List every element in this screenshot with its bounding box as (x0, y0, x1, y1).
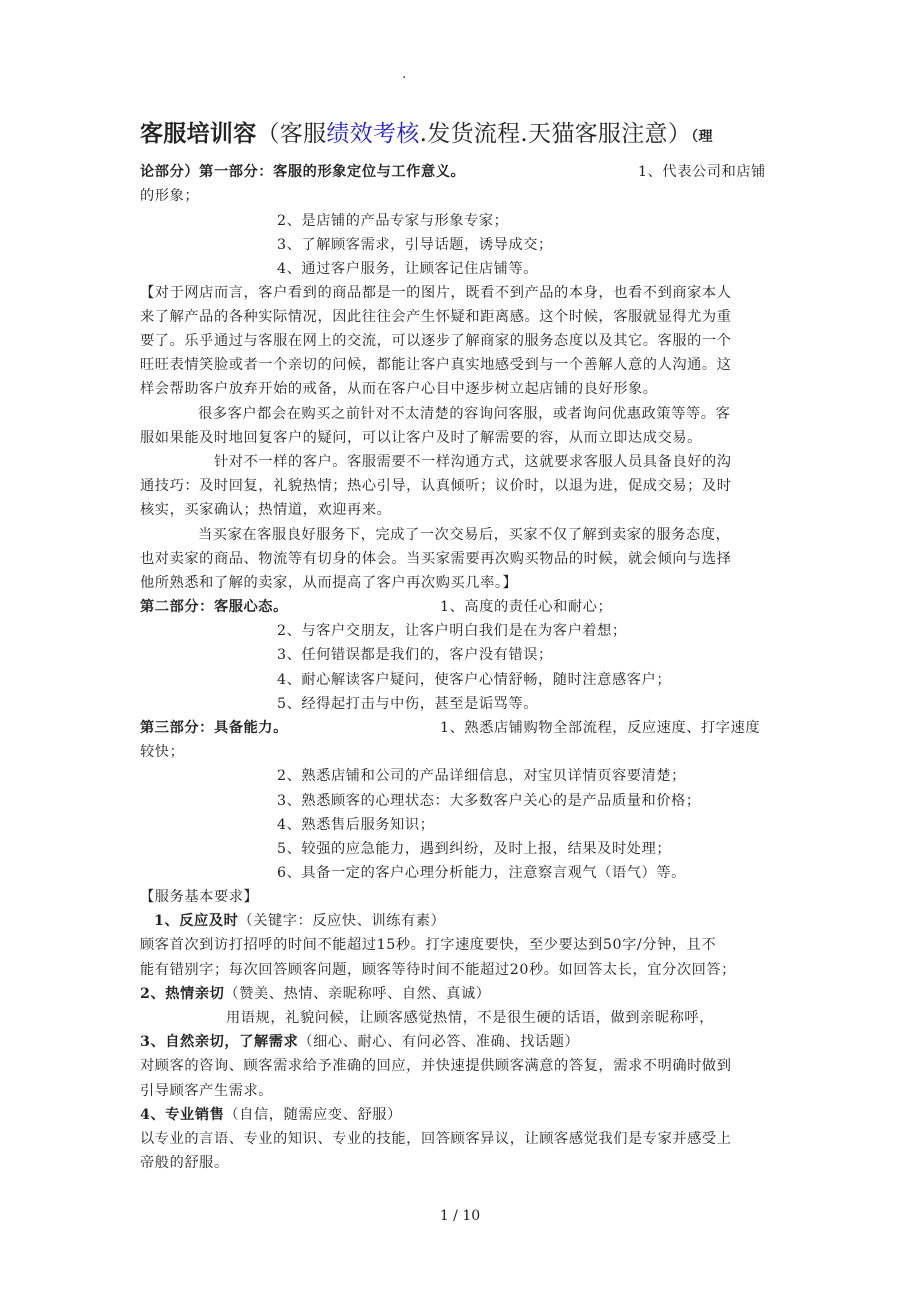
service-req-1-title: 1、反应及时 (154, 913, 239, 929)
section1-item-1-cont: 的形象； (140, 188, 200, 204)
section2-item: 3、任何错误都是我们的，客户没有错误； (277, 647, 553, 663)
commentary-line: 他所熟悉和了解的卖家，从而提高了客户再次购买几率。】 (140, 575, 518, 591)
service-req-1-note: （关键字：反应快、训练有素） (238, 913, 446, 929)
title-main: 客服培训容 (140, 120, 257, 147)
section3-item: 5、较强的应急能力，遇到纠纷，及时上报，结果及时处理； (277, 841, 672, 857)
title-link-kpi[interactable]: 绩效考核 (326, 121, 420, 147)
section1-item: 2、是店铺的产品专家与形象专家； (277, 213, 509, 229)
commentary-line: 当买家在客服良好服务下，完成了一次交易后，买家不仅了解到卖家的服务态度， (198, 527, 731, 543)
section3-item: 4、熟悉售后服务知识； (277, 817, 435, 833)
service-req-3-text: 引导顾客产生需求。 (140, 1083, 274, 1099)
section3-heading: 第三部分：具备能力。 (140, 720, 288, 736)
section2-item-1: 1、高度的责任心和耐心； (440, 599, 613, 615)
service-req-3-title: 3、自然亲切，了解需求 (140, 1034, 299, 1050)
service-req-4-title: 4、专业销售 (140, 1107, 225, 1123)
header-dot: . (402, 66, 407, 82)
service-heading: 【服务基本要求】 (140, 889, 259, 905)
section1-heading: 论部分）第一部分：客服的形象定位与工作意义。 (140, 164, 466, 180)
section3-item: 2、熟悉店铺和公司的产品详细信息，对宝贝详情页容要清楚； (277, 768, 686, 784)
section3-item-1-cont: 较快； (140, 744, 185, 760)
title-tail: （理 (691, 129, 713, 145)
section1-item-1: 1、代表公司和店铺 (638, 164, 766, 180)
service-req-1 (154, 911, 445, 931)
service-req-1-text: 能有错别字；每次回答顾客问题，顾客等待时间不能超过20秒。如回答太长，宜分次回答； (140, 962, 736, 978)
service-req-4-note: （自信，随需应变、舒服） (224, 1107, 402, 1123)
service-req-4 (140, 1105, 402, 1125)
commentary-line: 针对不一样的客户。客服需要不一样沟通方式，这就要求客服人员具备良好的沟 (214, 454, 732, 470)
title-rest: .发货流程.天猫客服注意） (419, 121, 692, 147)
commentary-line: 服如果能及时地回复客户的疑问，可以让客户及时了解需要的容，从而立即达成交易。 (140, 430, 702, 446)
section2-item: 2、与客户交朋友，让客户明白我们是在为客户着想； (277, 623, 627, 639)
section3-item-1: 1、熟悉店铺购物全部流程，反应速度、打字速度 (440, 720, 761, 736)
section3-item: 3、熟悉顾客的心理状态：大多数客户关心的是产品质量和价格； (277, 793, 701, 809)
commentary-line: 旺旺表情笑脸或者一个亲切的问候，都能让客户真实地感受到与一个善解人意的人沟通。这 (140, 357, 732, 373)
service-req-3 (140, 1032, 579, 1052)
commentary-line: 也对卖家的商品、物流等有切身的体会。当买家需要再次购买物品的时候，就会倾向与选择 (140, 551, 732, 567)
service-req-2 (140, 984, 491, 1004)
service-req-4-text: 帝般的舒服。 (140, 1155, 229, 1171)
page-number: 1 / 10 (439, 1208, 481, 1224)
service-req-2-note: （赞美、热情、亲昵称呼、自然、真诚） (224, 986, 491, 1002)
service-req-1-text: 顾客首次到访打招呼的时间不能超过15秒。打字速度要快，至少要达到50字/分钟，且不 (140, 937, 717, 953)
section2-heading: 第二部分：客服心态。 (140, 599, 288, 615)
commentary-line: 通技巧：及时回复，礼貌热情；热心引导，认真倾听；议价时，以退为进，促成交易；及时 (140, 478, 732, 494)
section1-item: 3、了解顾客需求，引导话题，诱导成交； (277, 237, 553, 253)
service-req-3-text: 对顾客的咨询、顾客需求给予准确的回应，并快速提供顾客满意的答复，需求不明确时做到 (140, 1058, 732, 1074)
service-req-2-text: 用语规，礼貌问候，让顾客感觉热情，不是很生硬的话语，做到亲昵称呼， (226, 1010, 714, 1026)
title-paren: （客服 (256, 121, 327, 147)
service-req-3-note: （细心、耐心、有问必答、准确、找话题） (298, 1034, 580, 1050)
section3-item: 6、具备一定的客户心理分析能力，注意察言观气（语气）等。 (277, 865, 686, 881)
document-title (140, 118, 790, 153)
commentary-line: 要了。乐乎通过与客服在网上的交流，可以逐步了解商家的服务态度以及其它。客服的一个 (140, 333, 732, 349)
section2-item: 5、经得起打击与中伤，甚至是诟骂等。 (277, 696, 539, 712)
section1-item: 4、通过客户服务，让顾客记住店铺等。 (277, 261, 539, 277)
commentary-line: 样会帮助客户放弃开始的戒备，从而在客户心目中逐步树立起店铺的良好形象。 (140, 381, 658, 397)
section2-item: 4、耐心解读客户疑问，使客户心情舒畅，随时注意感客户； (277, 672, 672, 688)
service-req-4-text: 以专业的言语、专业的知识、专业的技能，回答顾客异议，让顾客感觉我们是专家并感受上 (140, 1131, 732, 1147)
commentary-line: 很多客户都会在购买之前针对不太清楚的容询问客服，或者询问优惠政策等等。客 (198, 406, 731, 422)
commentary-line: 来了解产品的各种实际情况，因此往往会产生怀疑和距离感。这个时候，客服就显得尤为重 (140, 309, 732, 325)
commentary-line: 核实，买家确认；热情道，欢迎再来。 (140, 502, 392, 518)
service-req-2-title: 2、热情亲切 (140, 986, 225, 1002)
commentary-line: 【对于网店而言，客户看到的商品都是一的图片，既看不到产品的本身，也看不到商家本人 (140, 285, 732, 301)
